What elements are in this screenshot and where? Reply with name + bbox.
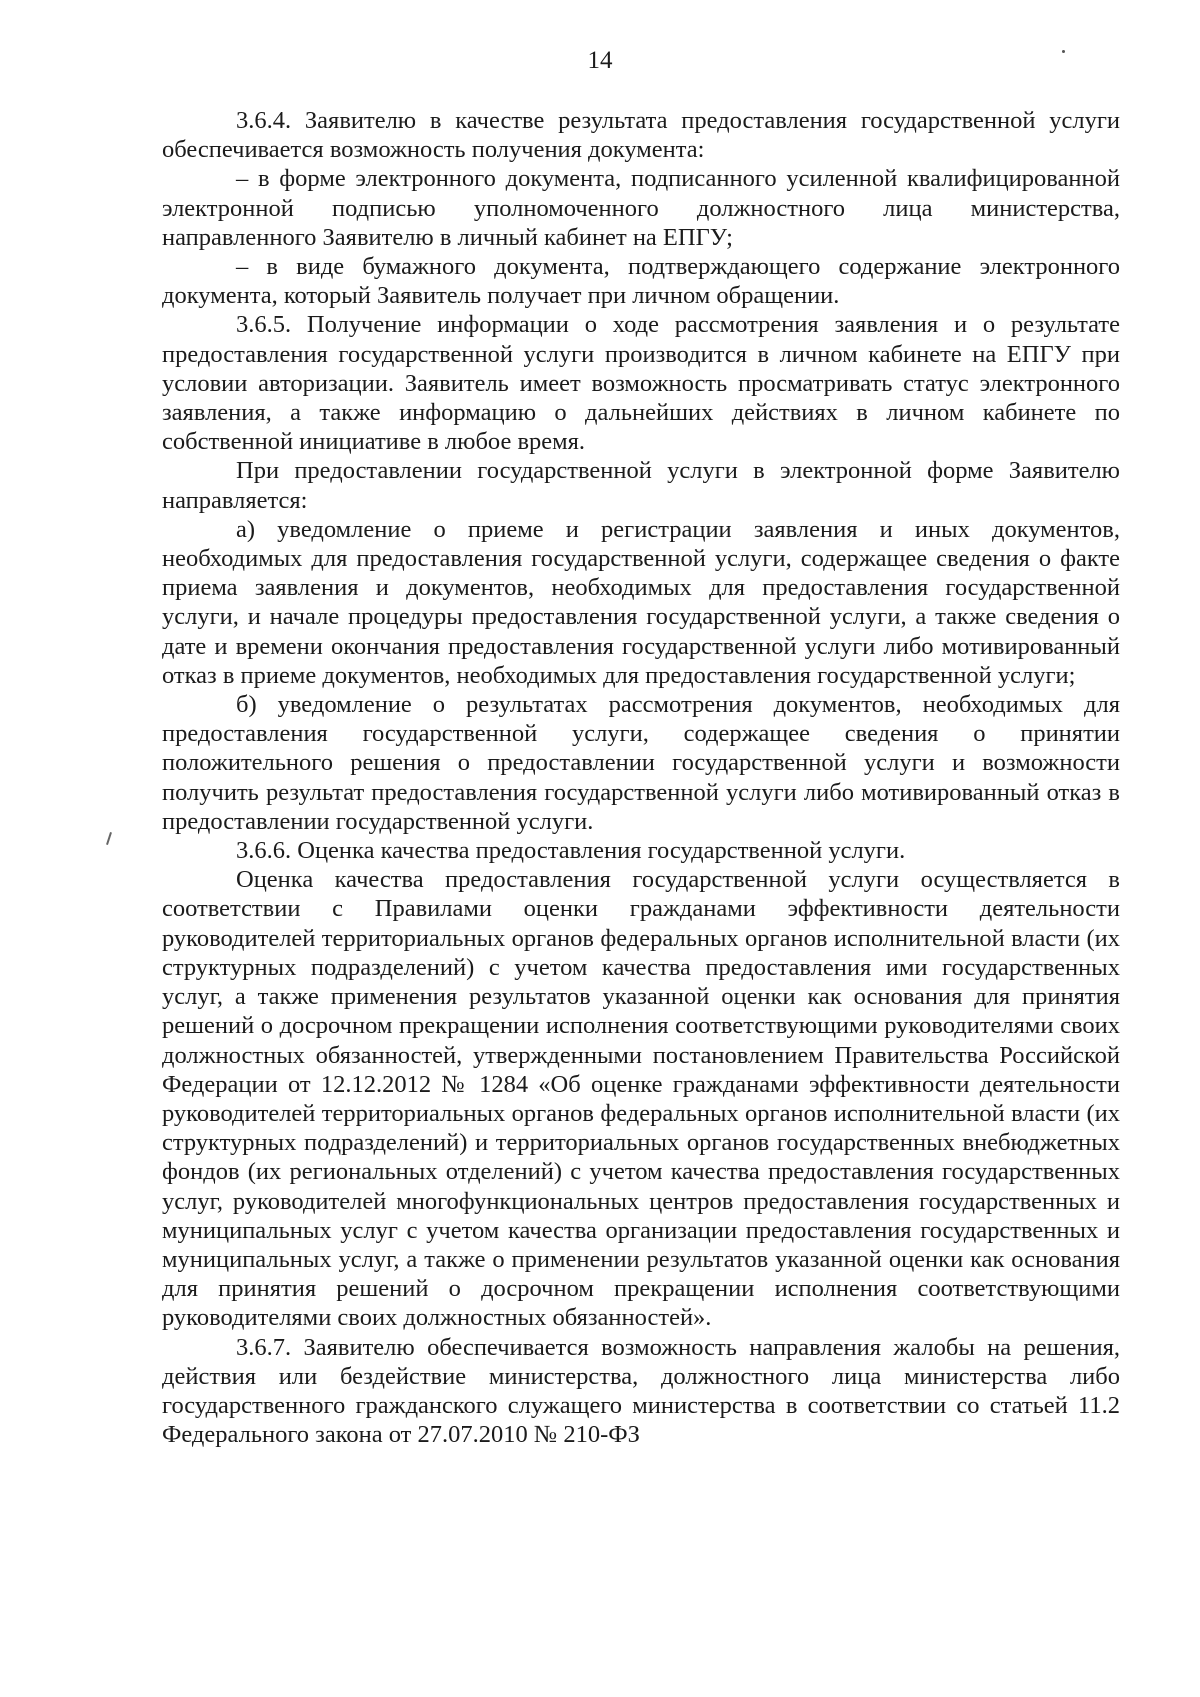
page-number: 14 — [587, 47, 613, 74]
list-item-a: а) уведомление о приеме и регистрации заявления и иных документов, необходимых для предоставления государственной услуги, содержащее сведения о факте приема заявления и документов, необходимых для предоставления государственной услуги, и начале процедуры предоставления государственной услуги, а также сведения о дате и времени окончания предоставления государственной услуги либо мотивированный отказ в приеме документов, необходимых для предоставления государственной услуги; — [162, 515, 1120, 689]
paragraph-quality-assessment: Оценка качества предоставления государственной услуги осуществляется в соответствии с Правилами оценки гражданами эффективности деятельности руководителей территориальных органов федеральных органов исполнительной власти (их структурных подразделений) с учетом качества предоставления ими государственных услуг, а также применения результатов указанной оценки как основания для принятия решений о досрочном прекращении исполнения соответствующими руководителями своих должностных обязанностей, утвержденными постановлением Правительства Российской Федерации от 12.12.2012 № 1284 «Об оценке гражданами эффективности деятельности руководителей территориальных органов федеральных органов исполнительной власти (их структурных подразделений) и территориальных органов государственных внебюджетных фондов (их региональных отделений) с учетом качества предоставления государственных услуг, руководителей многофункциональных центров предоставления государственных и муниципальных услуг с учетом качества организации предоставления государственных и муниципальных услуг, а также о применении результатов указанной оценки как основания для принятия решений о досрочном прекращении исполнения соответствующими руководителями своих должностных обязанностей». — [162, 866, 1120, 1332]
document-body — [162, 106, 1120, 1449]
scan-mark — [106, 832, 112, 845]
paragraph-electronic-form-notice: При предоставлении государственной услуги в электронной форме Заявителю направляется: — [162, 457, 1120, 514]
list-item-b: б) уведомление о результатах рассмотрения документов, необходимых для предоставления государственной услуги, содержащее сведения о принятии положительного решения о предоставлении государственной услуги и возможности получить результат предоставления государственной услуги либо мотивированный отказ в предоставлении государственной услуги. — [162, 691, 1120, 835]
list-item-paper-document: – в виде бумажного документа, подтверждающего содержание электронного документа, который Заявитель получает при личном обращении. — [162, 253, 1120, 310]
paragraph-3-6-6-heading: 3.6.6. Оценка качества предоставления государственной услуги. — [236, 837, 906, 865]
list-item-electronic-document: – в форме электронного документа, подписанного усиленной квалифицированной электронной подписью уполномоченного должностного лица министерства, направленного Заявителю в личный кабинет на ЕПГУ; — [162, 165, 1120, 251]
scan-speck — [1062, 50, 1065, 53]
paragraph-3-6-5: 3.6.5. Получение информации о ходе рассмотрения заявления и о результате предоставления государственной услуги производится в личном кабинете на ЕПГУ при условии авторизации. Заявитель имеет возможность просматривать статус электронного заявления, а также информацию о дальнейших действиях в личном кабинете по собственной инициативе в любое время. — [162, 311, 1120, 456]
paragraph-3-6-4: 3.6.4. Заявителю в качестве результата предоставления государственной услуги обеспечивается возможность получения документа: — [162, 107, 1120, 164]
paragraph-3-6-7: 3.6.7. Заявителю обеспечивается возможность направления жалобы на решения, действия или бездействие министерства, должностного лица министерства либо государственного гражданского служащего министерства в соответствии со статьей 11.2 Федерального закона от 27.07.2010 № 210-ФЗ — [162, 1333, 1120, 1449]
